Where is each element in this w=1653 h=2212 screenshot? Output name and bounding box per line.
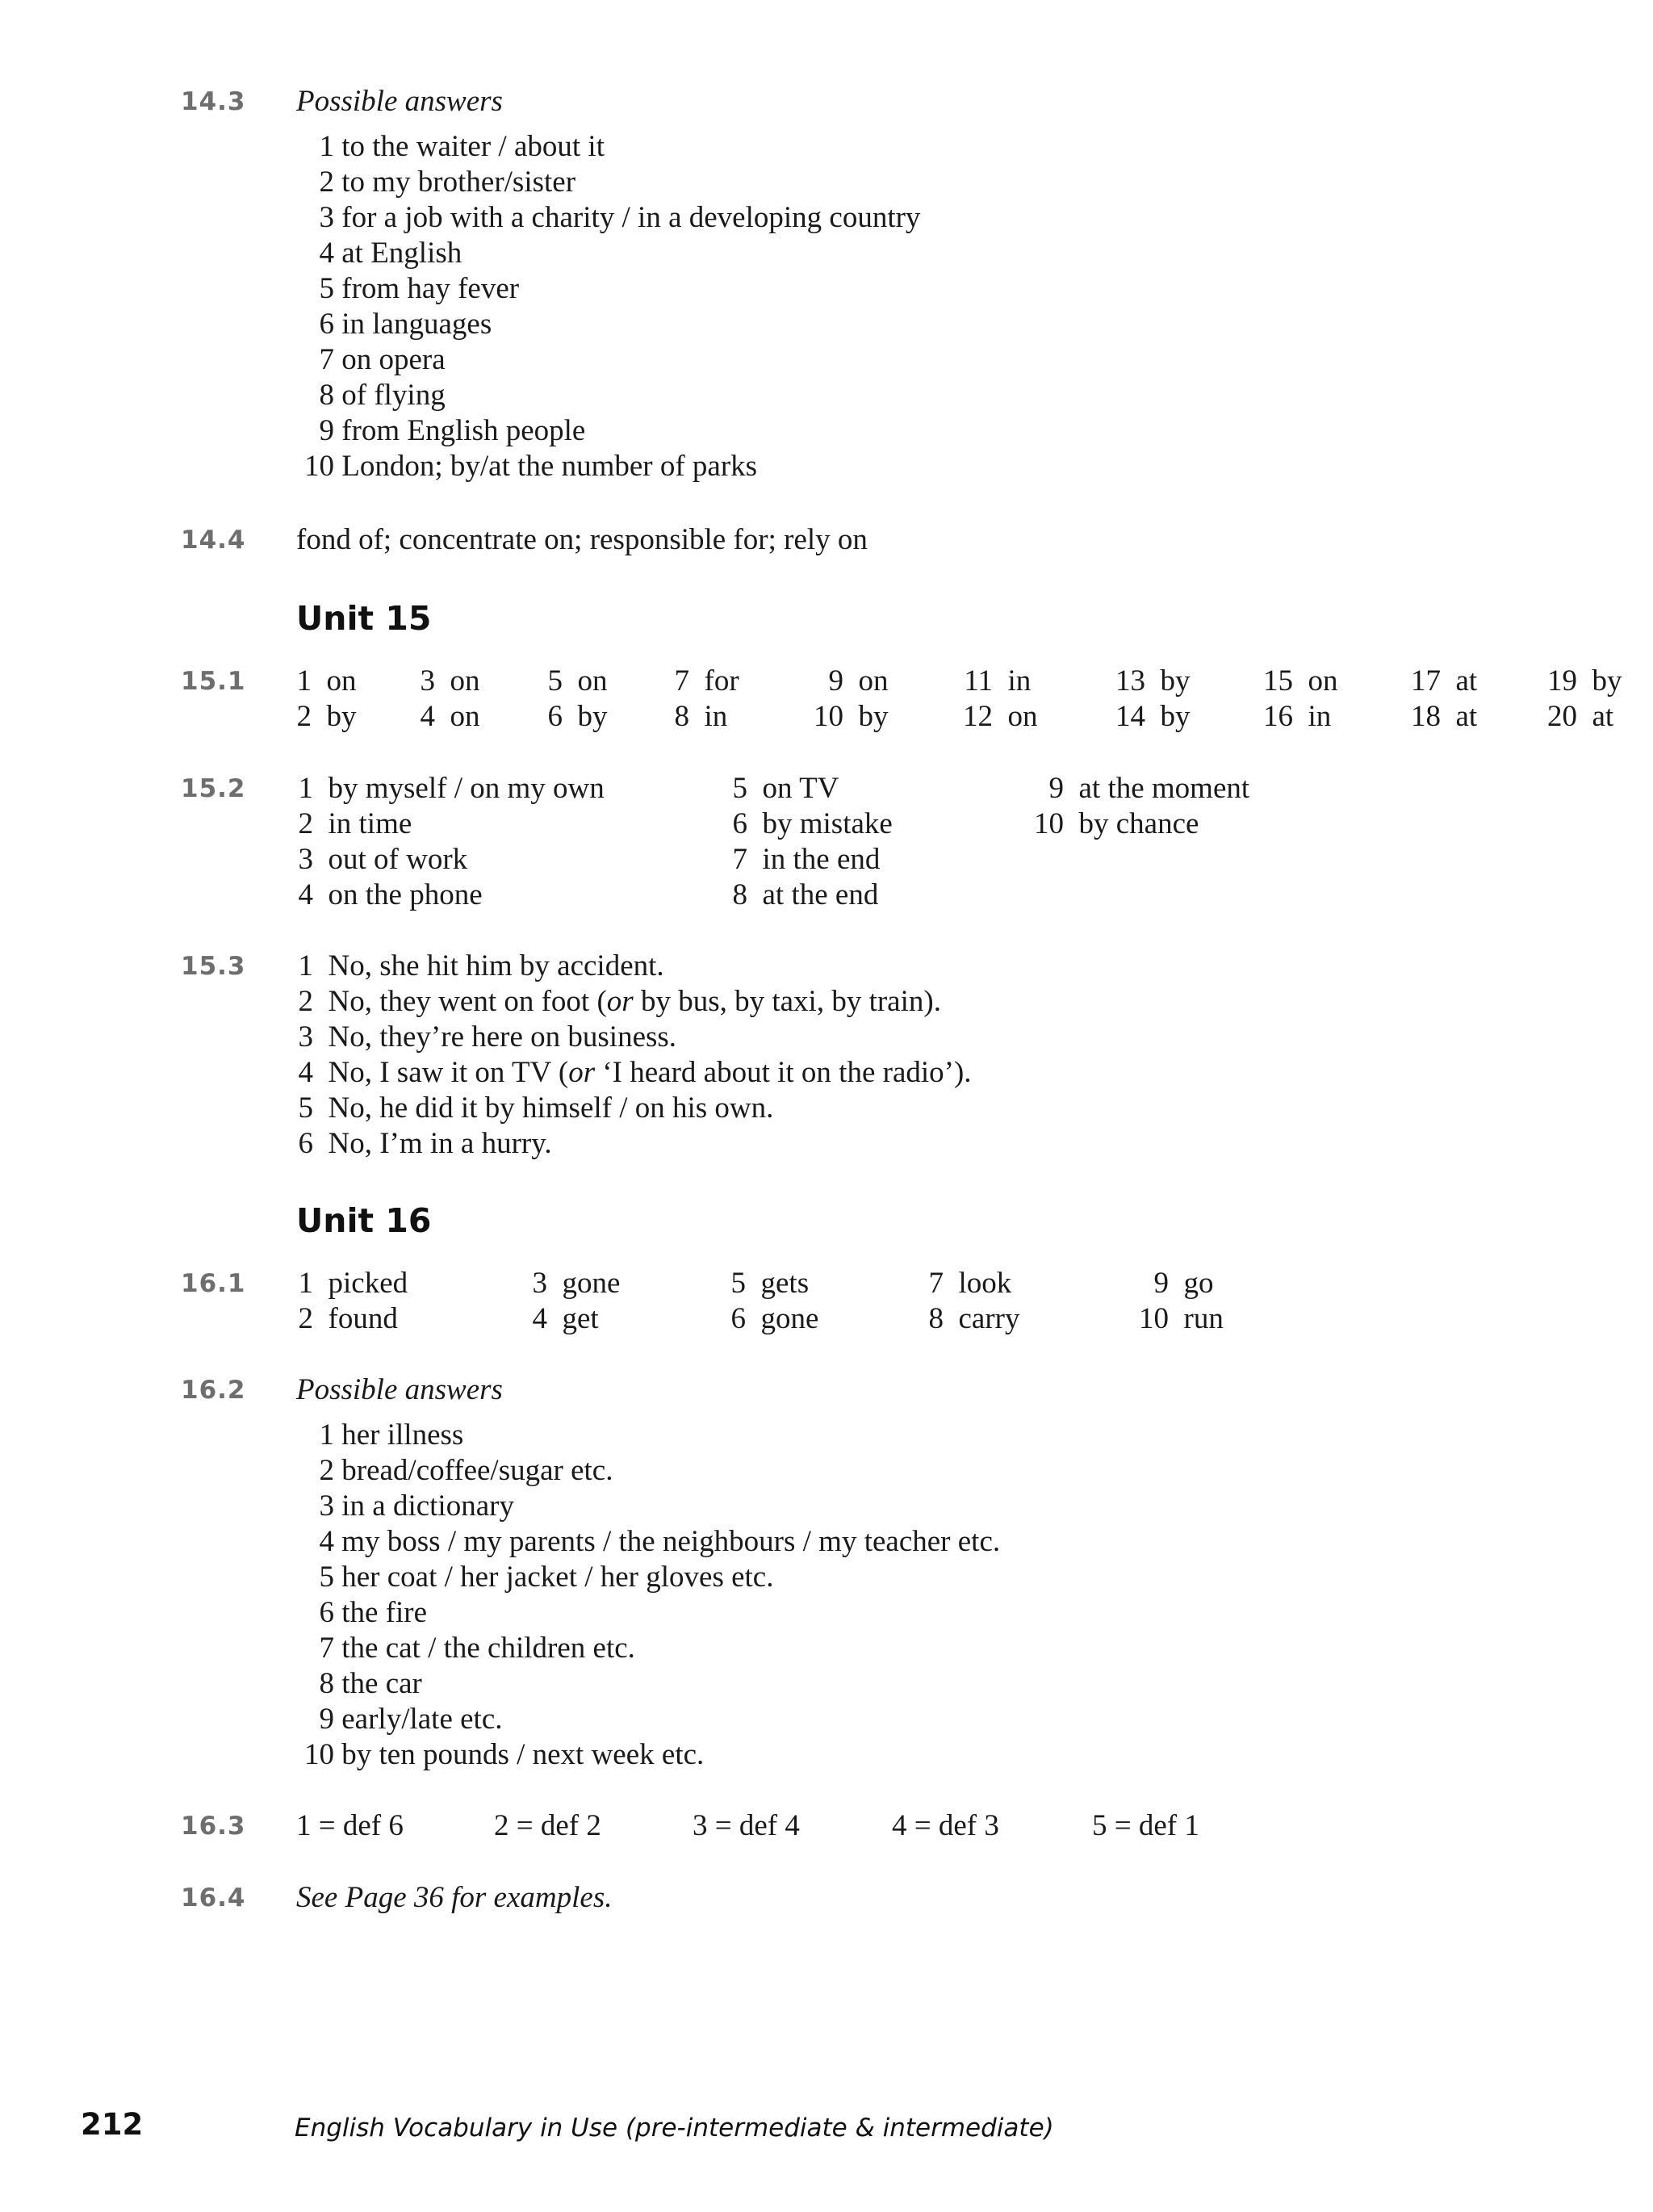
item-text: on <box>858 664 889 698</box>
item-text: by <box>1160 700 1191 733</box>
answer-item: 5 = def 1 <box>1092 1809 1199 1842</box>
item-text: by <box>1592 664 1622 698</box>
grid-cell <box>526 1301 599 1337</box>
section-heading: Possible answers <box>296 85 503 118</box>
item-number: 10 <box>304 450 334 483</box>
item-number: 9 <box>319 1703 334 1736</box>
item-number: 1 <box>298 1267 313 1300</box>
item-text: on <box>1007 700 1038 733</box>
item-number: 9 <box>1048 772 1064 805</box>
grid-cell <box>535 699 608 735</box>
item-text: found <box>328 1302 398 1335</box>
unit-heading: Unit 16 <box>296 1201 432 1240</box>
item-text: from hay fever <box>341 272 520 305</box>
list-item <box>292 949 664 984</box>
item-number: 19 <box>1547 664 1577 698</box>
item-text: by chance <box>1078 807 1199 840</box>
book-title: English Vocabulary in Use (pre-intermediate & intermediate) <box>295 2114 1054 2143</box>
item-number: 4 <box>532 1302 547 1335</box>
item-text: on <box>577 664 608 698</box>
grid-cell <box>292 842 467 878</box>
grid-cell <box>1105 699 1191 735</box>
item-text: at the end <box>762 878 879 911</box>
list-item <box>299 236 462 271</box>
item-text: by <box>1160 664 1191 698</box>
item-text: on <box>450 664 480 698</box>
item-number: 7 <box>732 843 747 876</box>
grid-cell <box>952 699 1038 735</box>
list-item <box>292 1091 773 1126</box>
item-number: 3 <box>298 843 313 876</box>
list-item <box>292 1055 972 1091</box>
list-item <box>299 1631 635 1666</box>
grid-cell <box>1130 1266 1214 1301</box>
grid-cell <box>1105 664 1191 699</box>
grid-cell <box>292 806 412 842</box>
item-number: 9 <box>828 664 843 698</box>
item-text-italic: or <box>606 985 634 1018</box>
item-number: 2 <box>319 1454 334 1487</box>
item-text: London; by/at the number of parks <box>341 450 758 483</box>
item-text: at the moment <box>1078 772 1250 805</box>
grid-cell <box>535 664 608 699</box>
grid-cell <box>662 664 739 699</box>
list-item <box>299 307 492 342</box>
list-item <box>299 1453 613 1489</box>
list-item <box>299 1524 1000 1560</box>
grid-cell <box>284 699 357 735</box>
item-number: 5 <box>319 272 334 305</box>
grid-cell <box>1400 664 1477 699</box>
item-number: 2 <box>296 700 312 733</box>
grid-cell <box>799 664 889 699</box>
item-text: the cat / the children etc. <box>341 1632 635 1665</box>
list-item <box>299 449 757 484</box>
exercise-number: 16.3 <box>181 1812 246 1841</box>
grid-cell <box>1537 664 1622 699</box>
item-text: her coat / her jacket / her gloves etc. <box>341 1561 774 1594</box>
exercise-number: 16.1 <box>181 1269 246 1298</box>
list-item <box>299 271 519 307</box>
list-item <box>299 1489 514 1524</box>
item-number: 5 <box>730 1267 746 1300</box>
item-text: at English <box>341 237 462 270</box>
list-item <box>292 1020 676 1055</box>
item-number: 2 <box>298 1302 313 1335</box>
grid-cell <box>1025 771 1249 806</box>
item-text: in <box>1007 664 1032 698</box>
item-text: at <box>1455 700 1478 733</box>
list-item <box>292 984 941 1020</box>
list-item <box>299 165 575 200</box>
item-number: 8 <box>732 878 747 911</box>
item-text: to my brother/sister <box>341 165 576 199</box>
grid-cell <box>1253 664 1338 699</box>
item-number: 10 <box>1139 1302 1169 1335</box>
grid-cell <box>292 1301 398 1337</box>
item-number: 13 <box>1115 664 1145 698</box>
item-number: 3 <box>319 201 334 234</box>
item-text: the fire <box>341 1596 428 1629</box>
list-item <box>299 1418 463 1453</box>
item-text: on the phone <box>328 878 483 911</box>
item-number: 7 <box>319 343 334 376</box>
item-number: 8 <box>674 700 689 733</box>
item-text: in languages <box>341 308 492 341</box>
item-text: in the end <box>762 843 881 876</box>
item-number: 10 <box>304 1738 334 1771</box>
item-number: 7 <box>319 1632 334 1665</box>
list-item <box>299 342 446 378</box>
item-text: on <box>450 700 480 733</box>
item-text: gets <box>760 1267 810 1300</box>
list-item <box>299 378 446 413</box>
list-item <box>299 1595 427 1631</box>
item-number: 4 <box>298 878 313 911</box>
grid-cell <box>726 842 880 878</box>
item-text: by ten pounds / next week etc. <box>341 1738 705 1771</box>
item-text: to the waiter / about it <box>341 130 605 163</box>
item-text: No, I’m in a hurry. <box>328 1127 552 1160</box>
grid-cell <box>1537 699 1613 735</box>
item-number: 5 <box>298 1091 313 1125</box>
item-text: by <box>577 700 608 733</box>
item-number: 2 <box>298 807 313 840</box>
list-item <box>299 413 585 449</box>
exercise-number: 15.2 <box>181 774 246 803</box>
answer-item: 3 = def 4 <box>693 1809 800 1842</box>
item-text: picked <box>328 1267 408 1300</box>
item-number: 6 <box>319 308 334 341</box>
item-text: on <box>1308 664 1338 698</box>
item-text: of flying <box>341 379 446 412</box>
grid-cell <box>1253 699 1331 735</box>
item-number: 8 <box>928 1302 944 1335</box>
item-number: 20 <box>1547 700 1577 733</box>
item-number: 2 <box>298 985 313 1018</box>
item-number: 3 <box>298 1020 313 1054</box>
item-number: 1 <box>296 664 312 698</box>
item-text: go <box>1183 1267 1214 1300</box>
item-text: in <box>1308 700 1332 733</box>
item-number: 8 <box>319 1667 334 1700</box>
item-text: look <box>958 1267 1012 1300</box>
item-number: 14 <box>1115 700 1145 733</box>
item-text: bread/coffee/sugar etc. <box>341 1454 613 1487</box>
item-number: 8 <box>319 379 334 412</box>
grid-cell <box>662 699 727 735</box>
item-number: 6 <box>298 1127 313 1160</box>
item-text: in a dictionary <box>341 1489 514 1523</box>
item-text: by <box>858 700 889 733</box>
item-number: 1 <box>298 772 313 805</box>
item-number: 6 <box>730 1302 746 1335</box>
item-text: by myself / on my own <box>328 772 605 805</box>
answer-text: See Page 36 for examples. <box>296 1881 613 1914</box>
list-item <box>299 1737 704 1773</box>
item-number: 1 <box>298 949 313 982</box>
item-number: 10 <box>814 700 843 733</box>
item-number: 4 <box>298 1056 313 1089</box>
grid-cell <box>799 699 889 735</box>
item-text: on opera <box>341 343 446 376</box>
grid-cell <box>292 878 483 913</box>
grid-cell <box>952 664 1031 699</box>
item-text: from English people <box>341 414 586 447</box>
grid-cell <box>292 1266 408 1301</box>
exercise-number: 16.2 <box>181 1376 246 1405</box>
item-text: No, he did it by himself / on his own. <box>328 1091 774 1125</box>
list-item <box>299 1702 503 1737</box>
item-number: 2 <box>319 165 334 199</box>
item-text: at <box>1592 700 1614 733</box>
grid-cell <box>725 1266 809 1301</box>
item-text: get <box>562 1302 599 1335</box>
item-text: at <box>1455 664 1478 698</box>
answer-item: 1 = def 6 <box>296 1809 404 1842</box>
page-number: 212 <box>81 2107 144 2142</box>
item-number: 6 <box>319 1596 334 1629</box>
item-text: for a job with a charity / in a developing country <box>341 201 921 234</box>
exercise-number: 15.1 <box>181 667 246 696</box>
grid-cell <box>726 806 893 842</box>
exercise-number: 16.4 <box>181 1883 246 1912</box>
item-text: ‘I heard about it on the radio’). <box>595 1056 972 1089</box>
item-number: 3 <box>319 1489 334 1523</box>
item-text: in time <box>328 807 412 840</box>
item-number: 1 <box>319 130 334 163</box>
list-item <box>299 1666 422 1702</box>
item-text: by bus, by taxi, by train). <box>633 985 941 1018</box>
grid-cell <box>408 664 480 699</box>
item-text: on <box>326 664 357 698</box>
item-text: her illness <box>341 1418 464 1452</box>
item-number: 6 <box>547 700 563 733</box>
item-number: 7 <box>928 1267 944 1300</box>
item-number: 3 <box>532 1267 547 1300</box>
grid-cell <box>1025 806 1199 842</box>
item-number: 3 <box>420 664 435 698</box>
grid-cell <box>726 878 878 913</box>
exercise-number: 14.3 <box>181 87 246 116</box>
grid-cell <box>292 771 605 806</box>
list-item <box>299 1560 773 1595</box>
item-text: my boss / my parents / the neighbours / my teacher etc. <box>341 1525 1001 1558</box>
item-number: 4 <box>319 237 334 270</box>
item-text: No, they’re here on business. <box>328 1020 677 1054</box>
grid-cell <box>725 1301 818 1337</box>
answer-text: fond of; concentrate on; responsible for; rely on <box>296 523 868 556</box>
item-text: for <box>704 664 739 698</box>
grid-cell <box>1400 699 1477 735</box>
item-number: 15 <box>1263 664 1293 698</box>
exercise-number: 15.3 <box>181 952 246 981</box>
item-number: 7 <box>674 664 689 698</box>
item-text: gone <box>562 1267 621 1300</box>
item-number: 10 <box>1034 807 1064 840</box>
item-text: by <box>326 700 357 733</box>
exercise-number: 14.4 <box>181 526 246 555</box>
grid-cell <box>284 664 357 699</box>
item-number: 4 <box>319 1525 334 1558</box>
item-text: out of work <box>328 843 468 876</box>
list-item <box>299 200 920 236</box>
item-text: No, she hit him by accident. <box>328 949 664 982</box>
item-number: 12 <box>963 700 993 733</box>
item-text: early/late etc. <box>341 1703 503 1736</box>
item-text: No, they went on foot ( <box>328 985 607 1018</box>
grid-cell <box>726 771 839 806</box>
item-number: 16 <box>1263 700 1293 733</box>
item-number: 17 <box>1411 664 1441 698</box>
item-text: No, I saw it on TV ( <box>328 1056 569 1089</box>
item-text: run <box>1183 1302 1224 1335</box>
list-item <box>299 129 605 165</box>
grid-cell <box>408 699 480 735</box>
unit-heading: Unit 15 <box>296 599 432 638</box>
answer-item: 4 = def 3 <box>892 1809 999 1842</box>
item-number: 18 <box>1411 700 1441 733</box>
item-number: 6 <box>732 807 747 840</box>
item-text-italic: or <box>568 1056 596 1089</box>
answer-item: 2 = def 2 <box>494 1809 601 1842</box>
item-text: gone <box>760 1302 819 1335</box>
list-item <box>292 1126 552 1162</box>
grid-cell <box>923 1301 1020 1337</box>
grid-cell <box>923 1266 1011 1301</box>
item-number: 9 <box>1153 1267 1169 1300</box>
item-text: in <box>704 700 728 733</box>
grid-cell <box>526 1266 620 1301</box>
item-number: 4 <box>420 700 435 733</box>
item-number: 1 <box>319 1418 334 1452</box>
item-text: the car <box>341 1667 422 1700</box>
item-number: 5 <box>547 664 563 698</box>
item-number: 11 <box>964 664 993 698</box>
section-heading: Possible answers <box>296 1373 503 1406</box>
item-text: carry <box>958 1302 1020 1335</box>
item-number: 5 <box>319 1561 334 1594</box>
item-text: on TV <box>762 772 839 805</box>
item-number: 5 <box>732 772 747 805</box>
grid-cell <box>1130 1301 1224 1337</box>
item-text: by mistake <box>762 807 893 840</box>
item-number: 9 <box>319 414 334 447</box>
